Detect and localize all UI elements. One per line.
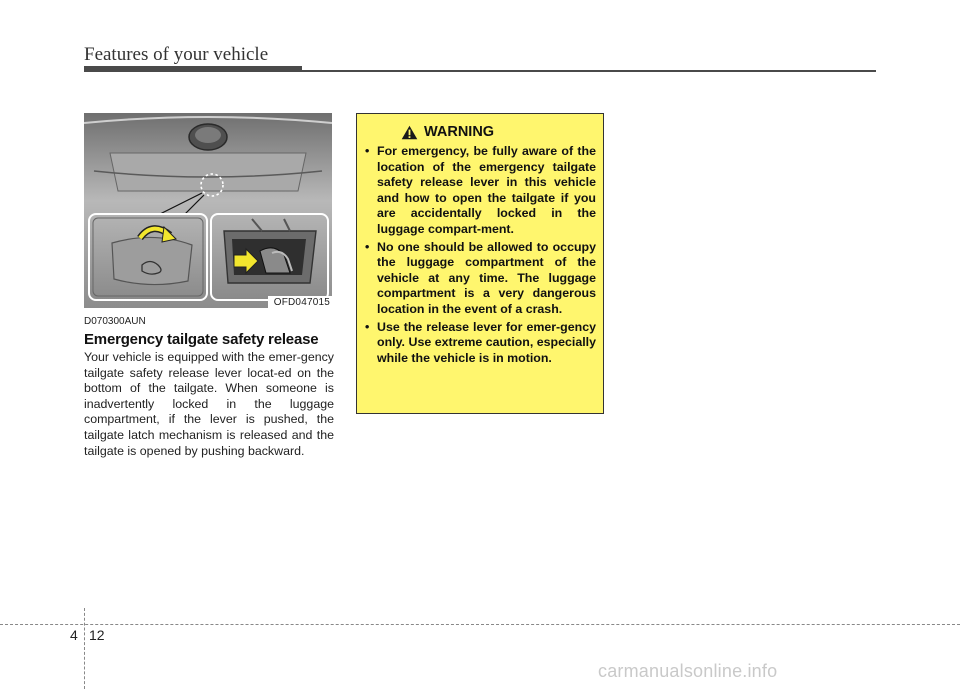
section-body: Your vehicle is equipped with the emer-gency tailgate safety release lever locat-ed on the bottom of the tailgate. When someone is inadvertently locked in the luggage compartment, if the lever is pushed, the tailgate latch mechanism is released and the tailgate is opened by pushing backward. <box>84 350 334 458</box>
chapter-number: 4 <box>70 627 78 643</box>
section-code: D070300AUN <box>84 316 146 327</box>
warning-item: • No one should be allowed to occupy the luggage compartment of the vehicle at any time. The luggage compartment is a very dangerous location in the event of a crash. <box>365 240 596 318</box>
footer-rule <box>0 624 960 625</box>
tailgate-illustration <box>84 113 332 308</box>
warning-list <box>365 144 596 366</box>
header-bar <box>84 66 302 72</box>
page-number: 12 <box>89 627 105 643</box>
warning-title <box>401 124 596 140</box>
section-heading: Emergency tailgate safety release <box>84 331 319 348</box>
warning-box <box>356 113 604 414</box>
warning-triangle-icon <box>401 125 418 140</box>
warning-item: • For emergency, be fully aware of the location of the emergency tailgate safety release lever in this vehicle and how to open the tailgate if you are accidentally locked in the luggage compart-ment. <box>365 144 596 238</box>
tailgate-drawing <box>84 113 332 308</box>
watermark: carmanualsonline.info <box>598 661 778 681</box>
footer-divider <box>84 608 85 689</box>
header-rule <box>300 70 876 72</box>
figure-code: OFD047015 <box>268 296 332 308</box>
page-header-title: Features of your vehicle <box>84 44 269 65</box>
warning-label: WARNING <box>424 124 495 140</box>
warning-item: • Use the release lever for emer-gency only. Use extreme caution, especially while the vehicle is in motion. <box>365 320 596 367</box>
